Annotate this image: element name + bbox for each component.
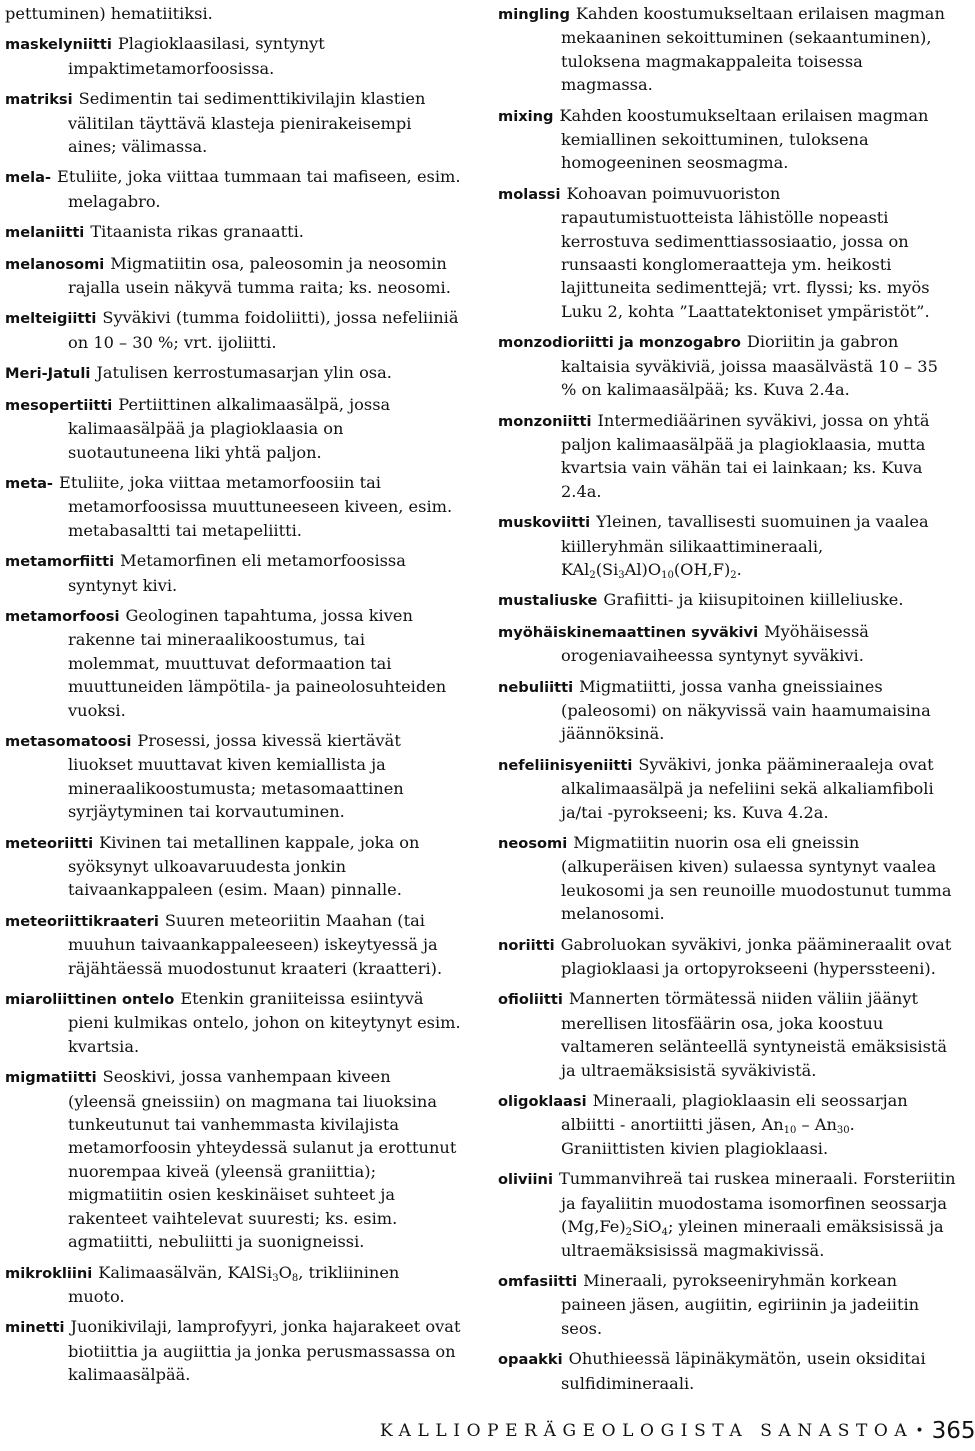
glossary-entry xyxy=(5,306,461,354)
glossary-definition: Gabroluokan syväkivi, jonka päämineraalit ovat plagioklaasi ja ortopyrokseeni (hyperssteeni). xyxy=(560,934,952,979)
glossary-entry xyxy=(5,1315,461,1386)
definition-text: Tummanvihreä tai ruskea mineraali. Forsteriitin ja fayaliitin muodostama isomorfinen seossarja xyxy=(558,1169,956,1213)
glossary-entry xyxy=(5,87,461,158)
glossary-entry xyxy=(5,252,461,300)
glossary-definition: Dioriitin ja gabron kaltaisia syväkiviä, joissa maasälvästä 10 – 35 % on kalimaasälpää; ks. Kuva 2.4a. xyxy=(561,332,938,400)
glossary-entry xyxy=(498,1269,956,1340)
glossary-definition: Grafiitti- ja kiisupitoinen kiilleliuske. xyxy=(603,590,904,610)
glossary-definition: Suuren meteoriitin Maahan (tai muuhun taivaankappaleeseen) iskeytyessä ja räjähtäessä muodostunut kraateri (kraatteri). xyxy=(68,910,443,978)
glossary-definition: Mannerten törmätessä niiden väliin jäänyt merellisen litosfäärin osa, joka koostuu valtameren selänteellä syntyneistä emäksisistä ja ultraemäksisistä syväkivistä. xyxy=(561,989,948,1080)
glossary-definition: Mineraali, pyrokseeniryhmän korkean paineen jäsen, augiitin, egiriinin ja jadeiitin seos. xyxy=(561,1270,920,1338)
glossary-entry xyxy=(5,220,461,244)
glossary-definition: Etuliite, joka viittaa tummaan tai mafiseen, esim. melagabro. xyxy=(57,167,461,211)
glossary-term: oliviini xyxy=(498,1171,553,1189)
glossary-entry xyxy=(498,588,956,612)
glossary-term: minetti xyxy=(5,1319,65,1337)
glossary-entry xyxy=(498,2,956,97)
glossary-entry xyxy=(498,933,956,981)
glossary-definition: Metamorfinen eli metamorfoosissa syntynyt kivi. xyxy=(68,551,406,595)
definition-text: Yleinen, tavallisesti suomuinen ja vaalea kiilleryhmän silikaattimineraali, xyxy=(561,512,929,556)
glossary-entry xyxy=(498,510,956,581)
glossary-term: melaniitti xyxy=(5,224,85,242)
glossary-term: mixing xyxy=(498,107,554,125)
glossary-definition xyxy=(561,1091,908,1158)
glossary-entry xyxy=(5,909,461,980)
glossary-definition: Intermediäärinen syväkivi, jossa on yhtä paljon kalimaasälpää ja plagioklaasia, mutta kvartsia vain vähän tai ei lainkaan; ks. Kuva 2.4a. xyxy=(561,410,930,501)
glossary-entry xyxy=(5,729,461,824)
chemical-formula: $An_{10} - An_{30}$ xyxy=(761,1115,850,1137)
glossary-definition: Syväkivi (tumma foidoliitti), jossa nefeliiniä on 10 – 30 %; vrt. ijoliitti. xyxy=(68,308,459,352)
glossary-definition: Titaanista rikas granaatti. xyxy=(90,222,304,242)
glossary-definition: Kahden koostumukseltaan erilaisen magman kemiallinen sekoittuminen, tuloksena homogeeninen seosmagma. xyxy=(559,105,929,173)
glossary-term: mustaliuske xyxy=(498,592,598,610)
glossary-term: mesopertiitti xyxy=(5,396,113,414)
glossary-entry xyxy=(5,2,461,25)
glossary-entry xyxy=(498,104,956,175)
glossary-definition xyxy=(68,1263,399,1306)
glossary-term: metamorfoosi xyxy=(5,607,120,625)
glossary-definition: Pertiittinen alkalimaasälpä, jossa kalimaasälpää ja plagioklaasia on suotautuneena liki yhtä paljon. xyxy=(68,394,391,462)
glossary-term: metamorfiitti xyxy=(5,553,115,571)
glossary-term: meta- xyxy=(5,474,53,492)
glossary-entry xyxy=(498,753,956,824)
definition-text: Kalimaasälvän, xyxy=(98,1262,228,1282)
glossary-entry xyxy=(5,549,461,597)
glossary-term: muskoviitti xyxy=(498,514,591,532)
glossary-term: migmatiitti xyxy=(5,1069,97,1087)
definition-text: Mineraali, plagioklaasin eli seossarjan albiitti - anortiitti jäsen, xyxy=(561,1091,908,1135)
glossary-entry xyxy=(498,182,956,323)
right-column xyxy=(498,2,956,1402)
glossary-definition: Juonikivilaji, lamprofyyri, jonka hajarakeet ovat biotiittia ja augiittia ja jonka perusmassassa on kalimaasälpää. xyxy=(68,1317,461,1385)
glossary-term: meteoriitti xyxy=(5,834,94,852)
glossary-entry xyxy=(498,1089,956,1160)
glossary-entry xyxy=(498,831,956,926)
glossary-entry xyxy=(5,393,461,464)
glossary-term: melanosomi xyxy=(5,255,105,273)
glossary-term: ofioliitti xyxy=(498,991,563,1009)
glossary-term: monzoniitti xyxy=(498,412,592,430)
glossary-entry xyxy=(498,675,956,746)
glossary-definition: Plagioklaasilasi, syntynyt impaktimetamorfoosissa. xyxy=(68,34,325,78)
glossary-term: mikrokliini xyxy=(5,1264,93,1282)
running-title: KALLIOPERÄGEOLOGISTA SANASTOA xyxy=(380,1421,914,1441)
glossary-term: opaakki xyxy=(498,1351,563,1369)
chemical-formula: $(Mg,Fe)_2SiO_4$ xyxy=(561,1217,668,1239)
glossary-definition xyxy=(559,1169,956,1259)
glossary-definition: Ohuthieessä läpinäkymätön, usein oksiditai sulfidimineraali. xyxy=(561,1349,926,1393)
glossary-term: meteoriittikraateri xyxy=(5,912,159,930)
glossary-term: nefeliinisyeniitti xyxy=(498,756,633,774)
glossary-term: metasomatoosi xyxy=(5,732,132,750)
glossary-definition: Sedimentin tai sedimenttikivilajin klastien välitilan täyttävä klasteja pienirakeisempi aines; välimassa. xyxy=(68,89,426,157)
glossary-term: noriitti xyxy=(498,936,555,954)
definition-text: ; yleinen mineraali emäksisissä ja ultraemäksisissä magmakivissä. xyxy=(561,1217,944,1260)
glossary-entry xyxy=(498,1347,956,1395)
glossary-definition: Jatulisen kerrostumasarjan ylin osa. xyxy=(96,363,392,383)
glossary-term: miaroliittinen ontelo xyxy=(5,991,175,1009)
glossary-entry xyxy=(5,1261,461,1309)
glossary-term: omfasiitti xyxy=(498,1272,578,1290)
glossary-entry xyxy=(498,409,956,504)
glossary-term: maskelyniitti xyxy=(5,36,112,54)
glossary-definition: Myöhäisessä orogeniavaiheessa syntynyt syväkivi. xyxy=(561,621,869,666)
page-footer xyxy=(380,1418,975,1448)
left-column xyxy=(5,2,461,1394)
glossary-term: matriksi xyxy=(5,91,73,109)
definition-text: . Graniittisten kivien plagioklaasi. xyxy=(561,1115,855,1158)
glossary-definition: Kivinen tai metallinen kappale, joka on syöksynyt ulkoavaruudesta jonkin taivaankappaleen (esim. Maan) pinnalle. xyxy=(68,832,420,900)
glossary-definition xyxy=(561,512,929,579)
glossary-definition: Kohoavan poimuvuoriston rapautumistuotteista lähistölle nopeasti kerrostuva sedimenttiassosiaatio, jossa on runsaasti konglomeraatteja ym. heikosti lajittuneita sedimenttejä; vrt. flyssi; ks. myös Luku 2, kohta ”Laattatektoniset ympäristöt”. xyxy=(561,183,930,321)
glossary-term: molassi xyxy=(498,185,561,203)
glossary-definition: Migmatiitin nuorin osa eli gneissin (alkuperäisen kiven) sulaessa syntynyt vaalea leukosomi ja sen reunoille muodostunut tumma melanosomi. xyxy=(561,833,952,924)
glossary-definition: Etuliite, joka viittaa metamorfoosiin tai metamorfoosissa muuttuneeseen kiveen, esim. metabasaltti tai metapeliitti. xyxy=(59,472,453,540)
glossary-term: mingling xyxy=(498,6,570,23)
glossary-term: mela- xyxy=(5,169,52,187)
definition-text: , trikliininen muoto. xyxy=(68,1262,400,1306)
glossary-definition: Etenkin graniiteissa esiintyvä pieni kulmikas ontelo, johon on kiteytynyt esim. kvartsia. xyxy=(68,989,461,1056)
glossary-entry xyxy=(5,32,461,80)
glossary-definition: Syväkivi, jonka päämineraaleja ovat alkalimaasälpä ja nefeliini sekä alkaliamfiboli ja/tai -pyrokseeni; ks. Kuva 4.2a. xyxy=(561,754,934,822)
glossary-term: neosomi xyxy=(498,835,568,852)
glossary-entry xyxy=(5,987,461,1058)
glossary-entry xyxy=(5,831,461,902)
chemical-formula: $KAlSi_3O_8$ xyxy=(227,1262,299,1284)
glossary-term: melteigiitti xyxy=(5,310,97,328)
glossary-term: nebuliitti xyxy=(498,678,574,696)
glossary-entry xyxy=(498,620,956,668)
chemical-formula: $KAl_2(Si_3Al)O_{10}(OH,F)_2$ xyxy=(561,559,737,581)
glossary-definition: Geologinen tapahtuma, jossa kiven rakenne tai mineraalikoostumus, tai molemmat, muuttuvat deformaation tai muuttuneiden lämpötila- ja paineolosuhteiden vuoksi. xyxy=(68,605,447,720)
glossary-term: oligoklaasi xyxy=(498,1093,587,1111)
glossary-term: myöhäiskinemaattinen syväkivi xyxy=(498,623,759,641)
glossary-entry xyxy=(5,165,461,213)
glossary-term: monzodioriitti ja monzogabro xyxy=(498,334,741,352)
glossary-entry xyxy=(5,604,461,722)
glossary-term: Meri-Jatuli xyxy=(5,365,91,383)
glossary-definition: pettuminen) hematiitiksi. xyxy=(5,4,213,23)
definition-text: . xyxy=(736,559,742,579)
page-number: 365 xyxy=(931,1418,975,1444)
glossary-definition: Prosessi, jossa kivessä kiertävät liuokset muuttavat kiven kemiallista ja mineraalikoostumusta; metasomaattinen syrjäytyminen tai korvautuminen. xyxy=(68,730,404,822)
glossary-entry xyxy=(5,1065,461,1253)
glossary-entry xyxy=(498,987,956,1082)
glossary-entry xyxy=(5,361,461,385)
glossary-definition: Migmatiitti, jossa vanha gneissiaines (paleosomi) on näkyvissä vain haamumaisina jäännöksinä. xyxy=(561,676,931,744)
glossary-definition: Kahden koostumukseltaan erilaisen magman mekaaninen sekoittuminen (sekaantuminen), tuloksena magmakappaleita toisessa magmassa. xyxy=(561,4,945,95)
glossary-entry xyxy=(498,330,956,401)
footer-bullet: • xyxy=(915,1423,924,1439)
glossary-entry xyxy=(498,1167,956,1262)
glossary-definition: Seoskivi, jossa vanhempaan kiveen (yleensä gneissiin) on magmana tai liuoksina tunkeutunut tai vanhemmasta kivilajista metamorfoosin yhteydessä sulanut ja erottunut nuorempaa kiveä (yleensä graniittia); migmatiitin osien keskinäiset suhteet ja rakenteet vaihtelevat suuresti; ks. esim. agmatiitti, nebuliitti ja suonigneissi. xyxy=(68,1067,457,1252)
glossary-definition: Migmatiitin osa, paleosomin ja neosomin rajalla usein näkyvä tumma raita; ks. neosomi. xyxy=(68,253,451,298)
glossary-entry xyxy=(5,471,461,542)
